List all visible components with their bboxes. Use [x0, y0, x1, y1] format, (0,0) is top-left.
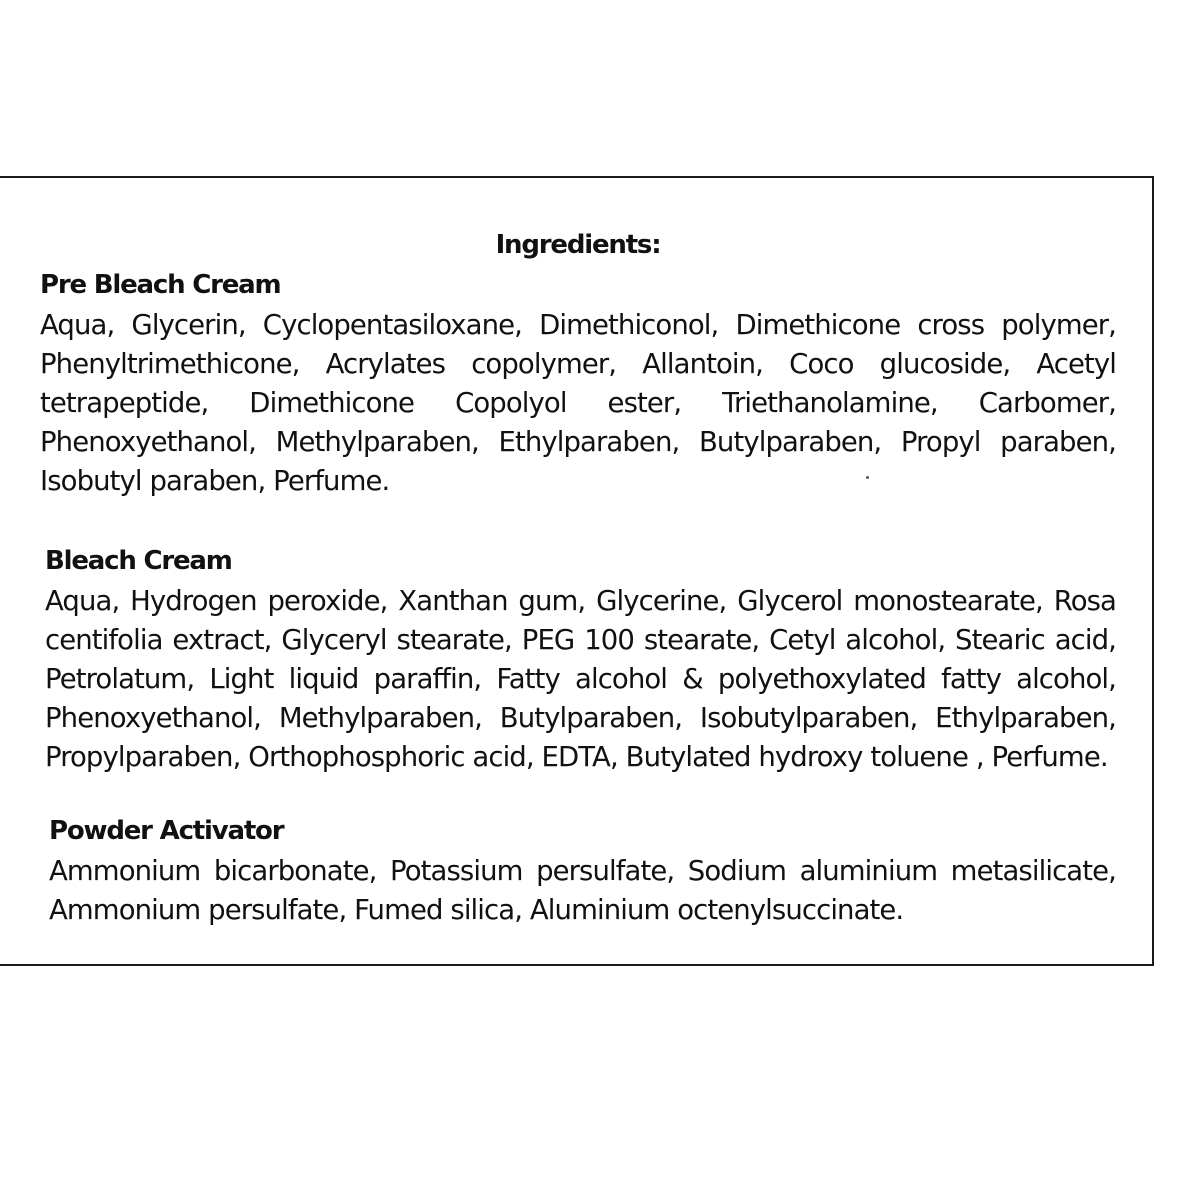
section-pre-bleach-cream [40, 268, 1116, 501]
section-bleach-cream [45, 544, 1116, 777]
ingredients-heading: Ingredients: [495, 230, 661, 260]
section-ingredients-text: Ammonium bicarbonate, Potassium persulfate, Sodium aluminium metasilicate, Ammonium persulfate, Fumed silica, Aluminium octenylsuccinate. [49, 855, 1116, 926]
section-title: Powder Activator [49, 816, 284, 846]
section-ingredients-text: Aqua, Glycerin, Cyclopentasiloxane, Dimethiconol, Dimethicone cross polymer, Phenyltrimethicone, Acrylates copolymer, Allantoin, Coco glucoside, Acetyl tetrapeptide, Dimethicone Copolyol ester, Triethanolamine, Carbomer, Phenoxyethanol, Methylparaben, Ethylparaben, Butylparaben, Propyl paraben, Isobutyl paraben, Perfume. [40, 309, 1116, 497]
section-powder-activator [49, 814, 1116, 930]
section-ingredients-text: Aqua, Hydrogen peroxide, Xanthan gum, Glycerine, Glycerol monostearate, Rosa centifolia extract, Glyceryl stearate, PEG 100 stearate, Cetyl alcohol, Stearic acid, Petrolatum, Light liquid paraffin, Fatty alcohol & polyethoxylated fatty alcohol, Phenoxyethanol, Methylparaben, Butylparaben, Isobutylparaben, Ethylparaben, Propylparaben, Orthophosphoric acid, EDTA, Butylated hydroxy toluene , Perfume. [45, 585, 1116, 773]
print-speck [866, 476, 869, 479]
section-title: Pre Bleach Cream [40, 270, 281, 300]
section-title: Bleach Cream [45, 546, 232, 576]
